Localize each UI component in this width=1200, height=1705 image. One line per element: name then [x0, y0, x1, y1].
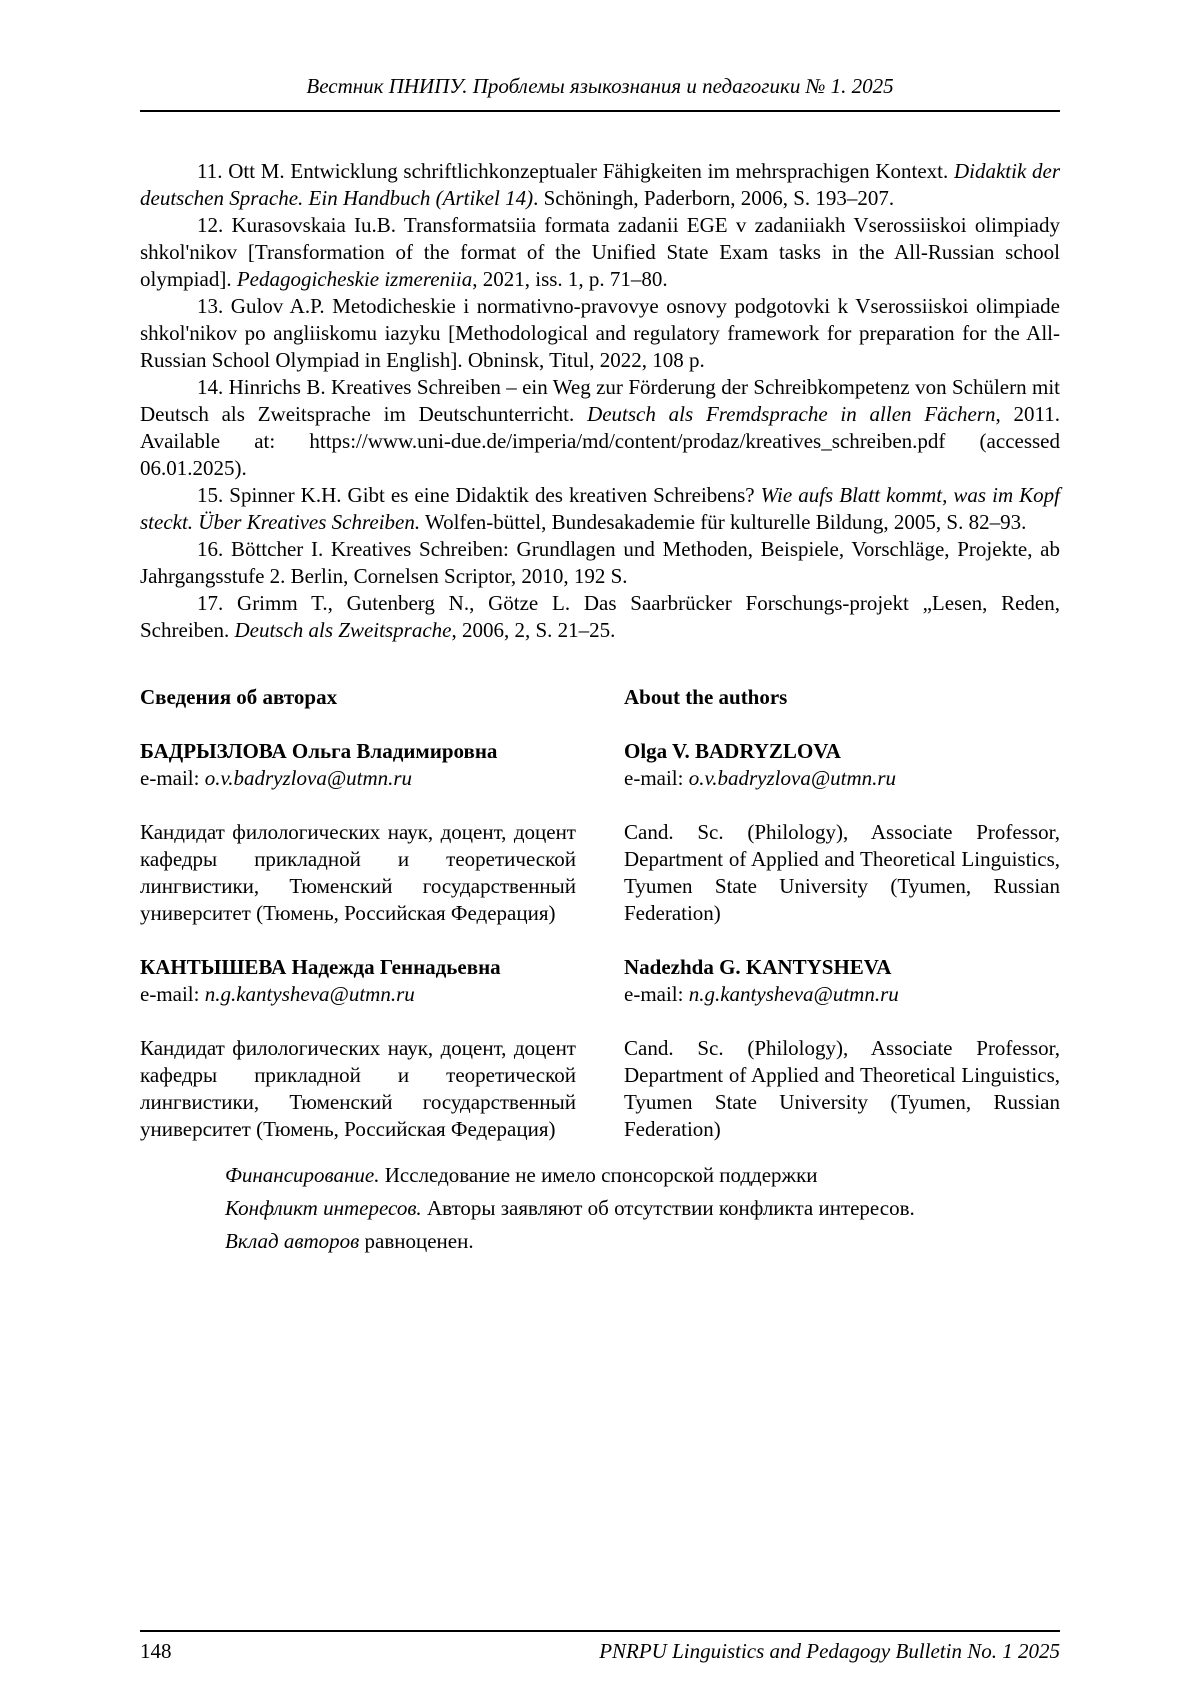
author-email — [624, 765, 1060, 792]
reference-item: 17. Grimm T., Gutenberg N., Götze L. Das Saarbrücker Forschungs-projekt „Lesen, Reden, Schreiben. Deutsch als Zweitsprache, 2006, 2, S. 21–25. — [140, 591, 1060, 642]
email-address: n.g.kantysheva@utmn.ru — [204, 982, 415, 1006]
reference-item: 16. Böttcher I. Kreatives Schreiben: Grundlagen und Methoden, Beispiele, Vorschläge, Projekte, ab Jahrgangsstufe 2. Berlin, Cornelsen Scriptor, 2010, 192 S. — [140, 537, 1060, 588]
conflict-of-interest-line — [225, 1192, 1060, 1225]
funding-text: Исследование не имело спонсорской поддержки — [379, 1163, 818, 1187]
running-head: Вестник ПНИПУ. Проблемы языкознания и педагогики № 1. 2025 — [140, 74, 1060, 112]
page-footer — [140, 1630, 1060, 1664]
author-bio-ru-2: Кандидат филологических наук, доцент, доцент кафедры прикладной и теоретической лингвистики, Тюменский государственный университет (Тюмень, Российская Федерация) — [140, 1036, 576, 1141]
email-address: o.v.badryzlova@utmn.ru — [204, 766, 413, 790]
author-email — [140, 981, 576, 1008]
reference-item: 11. Ott M. Entwicklung schriftlichkonzeptualer Fähigkeiten im mehrsprachigen Kontext. Didaktik der deutschen Sprache. Ein Handbuch (Artikel 14). Schöningh, Paderborn, 2006, S. 193–207. — [140, 159, 1060, 210]
author-email — [140, 765, 576, 792]
email-label: e-mail: — [624, 766, 689, 790]
email-label: e-mail: — [624, 982, 689, 1006]
author-email — [624, 981, 1060, 1008]
reference-item: 13. Gulov A.P. Metodicheskie i normativno-pravovye osnovy podgotovki k Vserossiiskoi olimpiade shkol'nikov po angliiskomu iazyku [Methodological and regulatory framework for preparation for the All-Russian School Olympiad in English]. Obninsk, Titul, 2022, 108 p. — [140, 294, 1060, 372]
footer-journal-title: PNRPU Linguistics and Pedagogy Bulletin No. 1 2025 — [599, 1639, 1060, 1663]
authors-contribution-line — [225, 1225, 1060, 1258]
email-address: n.g.kantysheva@utmn.ru — [688, 982, 899, 1006]
funding-label: Вклад авторов — [225, 1229, 360, 1253]
author-entry-ru-2 — [140, 954, 576, 1008]
author-entry-en-2 — [624, 954, 1060, 1008]
page-content — [140, 158, 1060, 1258]
email-address: o.v.badryzlova@utmn.ru — [688, 766, 897, 790]
funding-label: Конфликт интересов. — [225, 1196, 422, 1220]
authors-heading-ru: Сведения об авторах — [140, 685, 338, 709]
email-label: e-mail: — [140, 982, 205, 1006]
author-bio-en-1: Cand. Sc. (Philology), Associate Professor, Department of Applied and Theoretical Linguistics, Tyumen State University (Tyumen, Russian Federation) — [624, 820, 1060, 925]
author-name: Olga V. BADRYZLOVA — [624, 739, 841, 763]
author-bio-en-2: Cand. Sc. (Philology), Associate Professor, Department of Applied and Theoretical Linguistics, Tyumen State University (Tyumen, Russian Federation) — [624, 1036, 1060, 1141]
author-entry-en-1 — [624, 738, 1060, 792]
authors-heading-en: About the authors — [624, 685, 788, 709]
email-label: e-mail: — [140, 766, 205, 790]
funding-text: равноценен. — [359, 1229, 474, 1253]
reference-item: 12. Kurasovskaia Iu.B. Transformatsiia formata zadanii EGE v zadaniiakh Vserossiiskoi olimpiady shkol'nikov [Transformation of the format of the Unified State Exam tasks in the All-Russian school olympiad]. Pedagogicheskie izmereniia, 2021, iss. 1, p. 71–80. — [140, 213, 1060, 291]
funding-text: Авторы заявляют об отсутствии конфликта интересов. — [421, 1196, 915, 1220]
author-name: БАДРЫЗЛОВА Ольга Владимировна — [140, 739, 498, 763]
funding-section — [225, 1159, 1060, 1258]
funding-line — [225, 1159, 1060, 1192]
authors-section — [140, 684, 1060, 1143]
funding-label: Финансирование. — [225, 1163, 380, 1187]
reference-item: 15. Spinner K.H. Gibt es eine Didaktik des kreativen Schreibens? Wie aufs Blatt kommt, was im Kopf steckt. Über Kreatives Schreiben. Wolfen-büttel, Bundesakademie für kulturelle Bildung, 2005, S. 82–93. — [140, 483, 1060, 534]
reference-item: 14. Hinrichs B. Kreatives Schreiben – ein Weg zur Förderung der Schreibkompetenz von Schülern mit Deutsch als Zweitsprache im Deutschunterricht. Deutsch als Fremdsprache in allen Fächern, 2011. Available at: https://www.uni-due.de/imperia/md/content/prodaz/kreatives_schreiben.pdf (accessed 06.01.2025). — [140, 375, 1060, 480]
author-name: КАНТЫШЕВА Надежда Геннадьевна — [140, 955, 501, 979]
author-name: Nadezhda G. KANTYSHEVA — [624, 955, 892, 979]
author-bio-ru-1: Кандидат филологических наук, доцент, доцент кафедры прикладной и теоретической лингвистики, Тюменский государственный университет (Тюмень, Российская Федерация) — [140, 820, 576, 925]
author-entry-ru-1 — [140, 738, 576, 792]
page-number: 148 — [140, 1639, 172, 1663]
references-list — [140, 158, 1060, 644]
